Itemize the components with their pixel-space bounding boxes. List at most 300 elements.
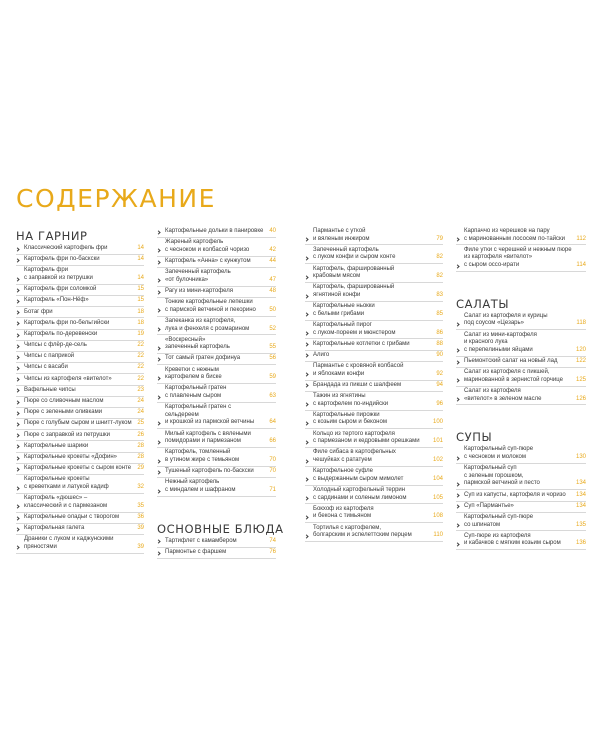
toc-entry-title: Салат из картофеля и курицы под соусом «Цезарь» (464, 312, 548, 327)
toc-entry-page: 18 (137, 308, 144, 315)
toc-entry-title: Рагу из мини-картофеля (165, 287, 234, 294)
toc-entry (157, 269, 276, 284)
toc-entry (16, 256, 144, 264)
toc-entry-page: 120 (575, 346, 586, 353)
toc-entry-title: Пюре с голубым сыром и шнитт-луком (24, 420, 132, 427)
toc-entry-page: 70 (269, 468, 276, 475)
toc-entry (16, 245, 144, 253)
toc-entry-page: 130 (575, 454, 586, 461)
toc-entry-title: Тонкие картофельные лепешки с пармской ветчиной и пекорино (165, 299, 256, 313)
toc-entry-page: 59 (269, 374, 276, 381)
toc-entry-page: 52 (269, 325, 276, 332)
toc-divider (157, 428, 276, 429)
toc-entry-page: 15 (137, 286, 144, 293)
toc-entry (305, 468, 443, 483)
toc-divider (305, 301, 443, 302)
toc-entry (157, 288, 276, 296)
toc-entry (16, 398, 144, 406)
toc-divider (16, 474, 144, 475)
toc-entry (16, 309, 144, 317)
toc-divider (157, 558, 276, 559)
toc-entry-page: 118 (576, 320, 586, 327)
toc-entry (305, 228, 443, 243)
toc-entry-title: Тот самый гратен дофинуа (165, 355, 241, 362)
toc-entry-page: 64 (269, 419, 276, 426)
toc-entry (305, 303, 443, 318)
toc-divider (16, 351, 144, 352)
toc-entry-title: Картофельный гратен с сельдереем и крошкой из пармской ветчины (165, 404, 255, 426)
toc-entry-title: Драники с луком и каджунскими пряностями (24, 536, 114, 550)
toc-entry-page: 36 (137, 513, 144, 520)
toc-divider (157, 267, 276, 268)
toc-entry (16, 495, 144, 510)
toc-divider (16, 418, 144, 419)
toc-divider (456, 329, 586, 330)
toc-entry (157, 385, 276, 400)
toc-entry-title: Пармонтье с фаршем (165, 549, 227, 556)
toc-divider (157, 547, 276, 548)
toc-entry (157, 318, 276, 333)
toc-entry-page: 50 (269, 306, 276, 313)
toc-divider (157, 402, 276, 403)
toc-entry-page: 23 (137, 386, 144, 393)
section-heading-garnir: НА ГАРНИР (16, 229, 88, 243)
toc-entry-title: Картофельные ньокки с белыми грибами (313, 303, 375, 317)
toc-entry-title: Холодный картофельный террин с сардинами и соленым лимоном (313, 486, 407, 501)
toc-entry-page: 28 (137, 442, 144, 449)
toc-entry (305, 412, 443, 427)
toc-entry-page: 63 (269, 393, 276, 400)
toc-entry (157, 404, 276, 427)
toc-divider (16, 373, 144, 374)
toc-entry (16, 387, 144, 395)
toc-column-2 (157, 228, 284, 560)
toc-divider (157, 237, 276, 238)
toc-divider (16, 407, 144, 408)
toc-divider (16, 265, 144, 266)
toc-entry-title: Пюре с зелеными оливками (24, 409, 103, 416)
toc-entry-title: Картофельное суфле с выдержанным сыром мимолет (313, 468, 404, 482)
toc-entry (305, 266, 443, 281)
toc-divider (305, 244, 443, 245)
toc-divider (456, 501, 586, 502)
toc-entry-title: Картофельный суп с зеленым горошком, пармской ветчиной и песто (464, 465, 540, 487)
toc-entry-page: 101 (432, 438, 443, 445)
toc-entry-title: Вафельные чипсы (24, 386, 76, 393)
toc-entry-page: 35 (137, 502, 144, 509)
toc-divider (157, 477, 276, 478)
toc-entry-title: Картофельные крокеты с креветками и латукой кадиф (24, 476, 109, 490)
toc-entry-title: Картофель фри по-бельгийски (24, 319, 110, 326)
toc-divider (157, 256, 276, 257)
toc-divider (456, 271, 586, 272)
toc-entry (16, 432, 144, 440)
toc-entry (16, 536, 144, 551)
toc-divider (157, 496, 276, 497)
toc-entry-page: 14 (137, 256, 144, 263)
toc-entry-title: Алиго (313, 351, 330, 358)
toc-divider (456, 386, 586, 387)
toc-entry-title: Кольцо из тертого картофеля с пармезаном и кедровыми орешками (313, 430, 420, 445)
toc-divider (456, 512, 586, 513)
toc-divider (157, 286, 276, 287)
toc-divider (16, 534, 144, 535)
toc-entry (16, 514, 144, 522)
toc-entry-page: 136 (575, 540, 586, 547)
toc-entry-page: 85 (436, 310, 443, 317)
toc-entry (157, 258, 276, 266)
toc-entry-title: Бокхоф из картофеля и бекона с тимьяном (313, 505, 374, 520)
toc-entry-title: Картофельный суп-пюре со шпинатом (464, 514, 534, 528)
toc-divider (305, 447, 443, 448)
toc-entry-page: 112 (576, 235, 586, 242)
toc-list-main (157, 538, 276, 559)
toc-divider (456, 530, 586, 531)
toc-divider (305, 391, 443, 392)
toc-divider (16, 396, 144, 397)
toc-entry-title: Филе сибаса в картофельных чешуйках с рататуем (313, 449, 396, 463)
toc-entry-title: Салат из мини-картофеля и красного лука с перепелиными яйцами (464, 331, 537, 353)
toc-entry (456, 388, 586, 403)
toc-divider (16, 429, 144, 430)
toc-divider (157, 316, 276, 317)
toc-column-1 (16, 228, 144, 555)
toc-entry-title: Запеченный картофель с луком конфи и сыром конте (313, 246, 396, 261)
toc-entry-title: «Воскресный» запеченный картофель (165, 336, 230, 351)
toc-entry-title: Картофельные дольки в панировке (165, 228, 264, 234)
toc-divider (16, 329, 144, 330)
toc-entry-title: Нежный картофель с миндалем и шафраном (165, 479, 236, 493)
toc-divider (305, 466, 443, 467)
toc-entry (16, 525, 144, 533)
toc-entry (16, 376, 144, 384)
toc-entry (456, 446, 586, 461)
toc-entry (305, 525, 443, 540)
toc-entry-title: Суп «Пармантье» (464, 502, 514, 509)
toc-entry-title: Брандада из пикши с шалфеем (313, 381, 402, 388)
toc-divider (456, 356, 586, 357)
toc-entry-page: 25 (137, 420, 144, 427)
toc-entry (16, 409, 144, 417)
toc-entry-page: 108 (432, 513, 443, 520)
toc-column-3 (305, 228, 443, 543)
toc-entry-title: Пармантье с кровяной колбасой и яблоками конфи (313, 363, 404, 377)
toc-divider (16, 523, 144, 524)
toc-entry-page: 39 (137, 543, 144, 550)
toc-divider (456, 367, 586, 368)
toc-entry-page: 40 (269, 228, 276, 234)
toc-entry (157, 538, 276, 546)
toc-divider (16, 284, 144, 285)
toc-entry-title: Запеченный картофель «от булочника» (165, 269, 231, 283)
toc-entry-title: Салат из картофеля «вителот» в зеленом масле (464, 387, 542, 402)
toc-divider (16, 295, 144, 296)
toc-entry (456, 533, 586, 548)
toc-divider (305, 338, 443, 339)
toc-entry (305, 431, 443, 446)
toc-entry-page: 110 (433, 532, 443, 539)
toc-divider (305, 282, 443, 283)
toc-entry-title: Салат из картофеля с пикшей, маринованной в зернистой горчице (464, 369, 563, 383)
toc-entry (456, 492, 586, 500)
toc-entry-page: 55 (269, 344, 276, 351)
toc-entry-page: 125 (575, 376, 586, 383)
toc-entry (305, 363, 443, 378)
toc-entry-page: 74 (269, 537, 276, 544)
toc-entry-title: Запеканка из картофеля, лука и фенхеля с розмарином (165, 317, 250, 332)
toc-entry-title: Пьемонтский салат на новый лад (464, 358, 558, 365)
toc-entry (456, 358, 586, 366)
toc-divider (305, 485, 443, 486)
toc-entry-title: Чипсы с флёр-де-сель (24, 342, 87, 349)
toc-divider (16, 440, 144, 441)
toc-divider (16, 340, 144, 341)
toc-entry-page: 48 (269, 287, 276, 294)
toc-entry-page: 18 (137, 319, 144, 326)
toc-entry-title: Суп-пюре из картофеля и кабачков с мягким козьим сыром (464, 532, 561, 547)
toc-entry-title: Тажин из ягнятины с картофелем по-индийски (313, 393, 389, 407)
toc-list-col4 (456, 228, 586, 272)
toc-entry-title: Карпаччо из черешков на пару с маринованным лососем по-тайски (464, 228, 566, 242)
toc-entry-title: Пармантье с уткой и вяленым инжиром (313, 228, 370, 242)
toc-entry-title: Креветки с нежным картофелем в биске (165, 366, 222, 381)
toc-entry (16, 342, 144, 350)
toc-entry (16, 364, 144, 372)
toc-list-col3 (305, 228, 443, 542)
toc-entry-page: 19 (137, 330, 144, 337)
toc-list-col2 (157, 228, 276, 497)
toc-entry-page: 14 (137, 274, 144, 281)
toc-entry-page: 42 (269, 246, 276, 253)
toc-entry-page: 29 (137, 465, 144, 472)
toc-entry-page: 71 (269, 486, 276, 493)
toc-divider (16, 553, 144, 554)
toc-divider (305, 428, 443, 429)
toc-entry-page: 102 (432, 456, 443, 463)
toc-entry-page: 92 (436, 370, 443, 377)
toc-entry (157, 449, 276, 464)
toc-entry (456, 247, 586, 270)
toc-divider (157, 466, 276, 467)
toc-entry (305, 247, 443, 262)
toc-divider (456, 549, 586, 550)
toc-entry-page: 28 (137, 453, 144, 460)
toc-entry-title: Картофельные шарики (24, 442, 89, 449)
toc-divider (456, 404, 586, 405)
toc-entry-page: 100 (432, 419, 443, 426)
toc-entry-title: Чипсы с васаби (24, 364, 68, 371)
toc-entry (305, 352, 443, 360)
toc-entry-title: Картофельные оладьи с творогом (24, 513, 120, 520)
toc-entry-title: Картофель, фаршированный ягнятиной конфи (313, 284, 395, 298)
toc-divider (16, 493, 144, 494)
toc-divider (456, 489, 586, 490)
toc-entry-page: 82 (436, 273, 443, 280)
toc-divider (16, 317, 144, 318)
toc-divider (16, 512, 144, 513)
toc-entry (16, 476, 144, 491)
toc-entry-title: Картофельные крокеты с сыром конте (24, 465, 132, 472)
toc-entry-page: 22 (137, 353, 144, 360)
toc-entry-title: Тартифлет с камамбером (165, 537, 237, 544)
toc-entry (305, 341, 443, 349)
toc-entry-page: 86 (436, 329, 443, 336)
toc-entry-title: Картофель «Анна» с кунжутом (165, 257, 251, 264)
toc-entry (16, 297, 144, 305)
toc-divider (157, 447, 276, 448)
toc-entry-page: 82 (436, 254, 443, 261)
toc-divider (16, 385, 144, 386)
toc-list-garnir (16, 245, 144, 554)
toc-entry-title: Чипсы с паприкой (24, 353, 75, 360)
toc-divider (16, 306, 144, 307)
toc-entry-page: 88 (436, 340, 443, 347)
toc-entry-title: Картофель «Пон-Нёф» (24, 297, 89, 304)
toc-entry-page: 24 (137, 409, 144, 416)
toc-entry (456, 228, 586, 243)
toc-entry (305, 449, 443, 464)
toc-entry (456, 514, 586, 529)
toc-entry-title: Картофельные котлетки с грибами (313, 340, 410, 347)
toc-entry-title: Классический картофель фри (24, 245, 108, 251)
toc-entry (305, 322, 443, 337)
toc-entry-page: 56 (269, 355, 276, 362)
toc-entry-page: 44 (269, 257, 276, 264)
toc-entry-page: 134 (575, 491, 586, 498)
toc-entry-title: Картофель, томленный в утином жире с темьяном (165, 449, 240, 463)
toc-entry-page: 96 (436, 400, 443, 407)
toc-entry (157, 337, 276, 352)
toc-entry-page: 39 (137, 525, 144, 532)
toc-entry (157, 479, 276, 494)
toc-entry-page: 15 (137, 297, 144, 304)
toc-entry-title: Тортилья с картофелем, болгарским и эспелеттским перцем (313, 524, 412, 539)
toc-divider (305, 541, 443, 542)
toc-entry-title: Картофельные крокеты «Дофин» (24, 453, 117, 460)
toc-divider (305, 380, 443, 381)
toc-entry-title: Картофель фри с заправкой из петрушки (24, 267, 93, 281)
toc-entry-page: 76 (269, 549, 276, 556)
toc-entry-page: 24 (137, 398, 144, 405)
toc-entry-title: Картофельные пирожки с козьим сыром и беконом (313, 411, 387, 426)
toc-entry-page: 66 (269, 438, 276, 445)
toc-divider (157, 364, 276, 365)
toc-divider (305, 320, 443, 321)
toc-divider (16, 452, 144, 453)
toc-entry (157, 468, 276, 476)
toc-divider (16, 362, 144, 363)
toc-entry-title: Картофель по-деревенски (24, 330, 98, 337)
toc-entry (157, 367, 276, 382)
toc-entry-title: Картофельная галета (24, 525, 85, 532)
toc-entry (305, 382, 443, 390)
toc-entry-page: 126 (575, 395, 586, 402)
toc-entry-title: Тушеный картофель по-баскски (165, 468, 254, 475)
toc-divider (157, 383, 276, 384)
section-heading-main: ОСНОВНЫЕ БЛЮДА (157, 521, 284, 536)
toc-list-salads (456, 313, 586, 406)
toc-entry (16, 286, 144, 294)
toc-entry-page: 22 (137, 375, 144, 382)
toc-entry-title: Пюре со сливочным маслом (24, 398, 104, 405)
toc-entry (305, 393, 443, 408)
toc-entry-title: Картофельный гратен с плавленым сыром (165, 385, 227, 400)
toc-entry (456, 313, 586, 328)
toc-divider (16, 254, 144, 255)
section-heading-salads: САЛАТЫ (456, 296, 510, 311)
toc-entry-page: 79 (436, 235, 443, 242)
toc-divider (456, 244, 586, 245)
toc-entry (157, 355, 276, 363)
toc-entry (16, 420, 144, 428)
toc-entry-title: Милый картофель с вялеными помидорами и пармезаном (165, 430, 251, 445)
toc-entry-title: Пюре с заправкой из петрушки (24, 431, 111, 438)
toc-entry (157, 228, 276, 236)
toc-entry-title: Картофель, фаршированный крабовым мясом (313, 265, 395, 280)
page-title: СОДЕРЖАНИЕ (16, 184, 216, 213)
toc-divider (305, 522, 443, 523)
toc-entry-title: Картофель фри по-баскски (24, 256, 100, 263)
toc-divider (305, 361, 443, 362)
toc-entry (16, 353, 144, 361)
toc-entry (157, 299, 276, 314)
toc-entry-title: Жареный картофель с чесноком и колбасой чоризо (165, 239, 250, 253)
toc-entry (157, 431, 276, 446)
toc-entry (16, 267, 144, 282)
toc-divider (305, 263, 443, 264)
toc-divider (157, 334, 276, 335)
toc-entry-title: Филе утки с черешней и нежным пюре из картофеля «вителот» с сыром оссо-ирати (464, 246, 572, 268)
toc-entry-page: 14 (137, 245, 144, 251)
toc-entry-page: 94 (436, 381, 443, 388)
toc-entry (456, 332, 586, 355)
toc-entry (16, 331, 144, 339)
toc-entry (16, 454, 144, 462)
toc-entry (305, 284, 443, 299)
toc-entry-page: 83 (436, 291, 443, 298)
toc-entry-page: 104 (432, 475, 443, 482)
toc-entry (16, 320, 144, 328)
toc-entry-page: 22 (137, 342, 144, 349)
toc-entry (16, 465, 144, 473)
toc-entry-page: 90 (436, 351, 443, 358)
toc-column-4 (456, 228, 586, 552)
toc-entry-page: 32 (137, 483, 144, 490)
toc-list-soups (456, 446, 586, 550)
toc-divider (305, 410, 443, 411)
toc-entry-title: Картофельный суп-пюре с чесноком и молоком (464, 446, 534, 461)
toc-entry-page: 114 (576, 261, 586, 268)
toc-entry-title: Чипсы из картофеля «вителот» (24, 375, 112, 382)
toc-entry (157, 239, 276, 254)
toc-divider (305, 503, 443, 504)
toc-divider (157, 297, 276, 298)
toc-entry (456, 503, 586, 511)
toc-entry (456, 465, 586, 488)
toc-entry-page: 134 (575, 502, 586, 509)
toc-entry-page: 105 (432, 494, 443, 501)
toc-entry-page: 70 (269, 456, 276, 463)
toc-entry-title: Картофель фри соломкой (24, 286, 97, 293)
toc-entry-page: 134 (575, 480, 586, 487)
toc-entry (157, 549, 276, 557)
toc-entry-page: 26 (137, 431, 144, 438)
toc-entry (16, 443, 144, 451)
toc-entry (305, 506, 443, 521)
toc-entry (305, 487, 443, 502)
toc-entry (456, 369, 586, 384)
toc-entry-page: 47 (269, 276, 276, 283)
